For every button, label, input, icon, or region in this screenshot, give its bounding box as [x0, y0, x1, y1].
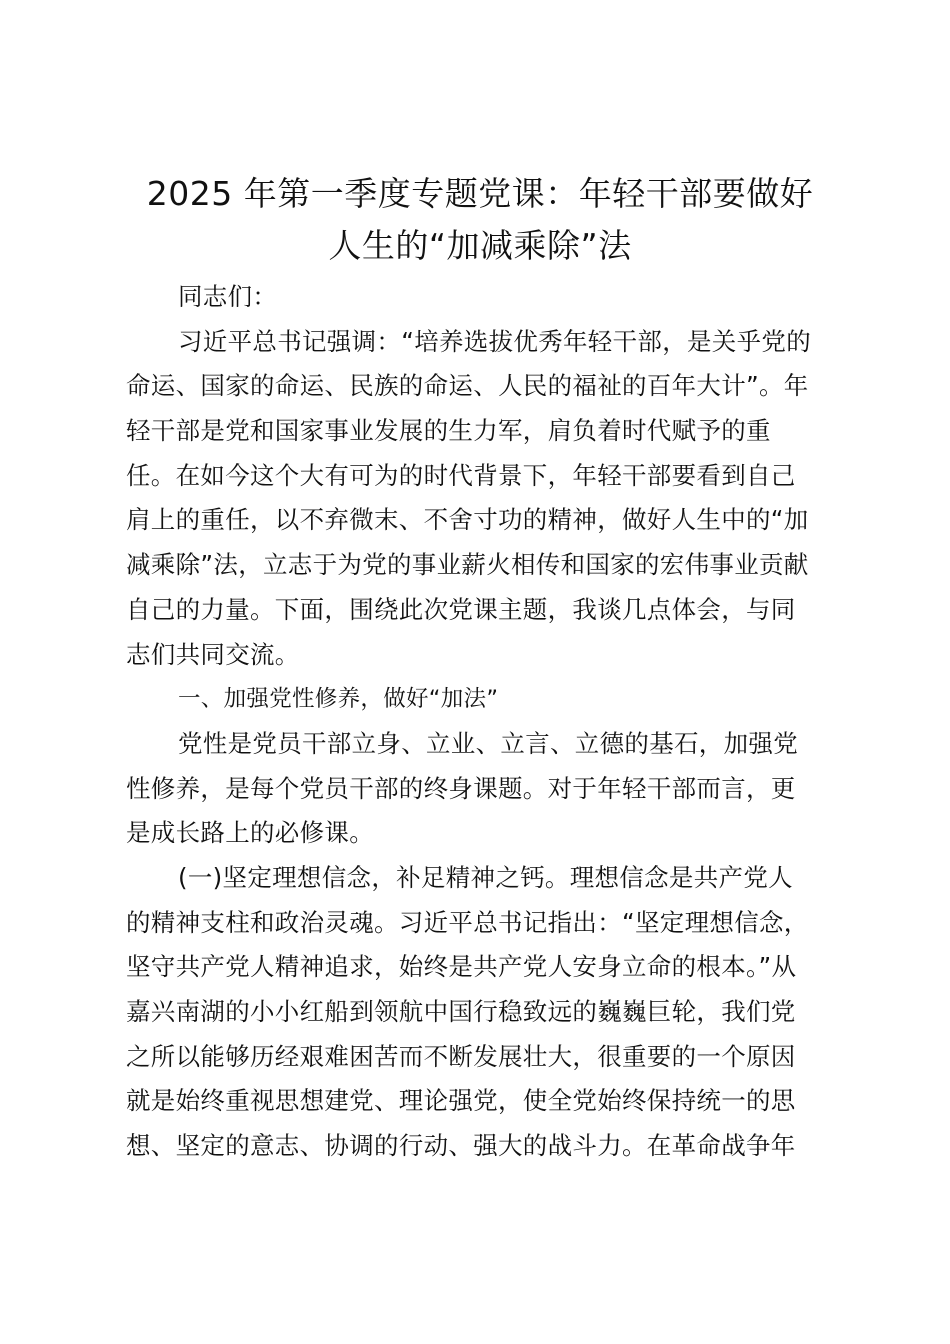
paragraph-line: 任。在如今这个大有可为的时代背景下，年轻干部要看到自己 [126, 460, 796, 490]
paragraph-line: 自己的力量。下面，围绕此次党课主题，我谈几点体会，与同 [126, 594, 796, 624]
section-heading: 一、加强党性修养，做好“加法” [178, 686, 499, 713]
paragraph-line: 肩上的重任，以不弃微末、不舍寸功的精神，做好人生中的“加 [126, 505, 809, 535]
title-line-2: 人生的“加减乘除”法 [328, 226, 632, 265]
paragraph-line: 性修养，是每个党员干部的终身课题。对于年轻干部而言，更 [126, 773, 796, 803]
paragraph-line: 坚守共产党人精神追求，始终是共产党人安身立命的根本。”从 [126, 952, 797, 982]
paragraph-line: 党性是党员干部立身、立业、立言、立德的基石，加强党 [178, 728, 798, 758]
paragraph-line: 是成长路上的必修课。 [126, 818, 374, 848]
paragraph-line: (一)坚定理想信念，补足精神之钙。理想信念是共产党人 [178, 862, 793, 892]
paragraph-line: 就是始终重视思想建党、理论强党，使全党始终保持统一的思 [126, 1086, 796, 1116]
paragraph-line: 想、坚定的意志、协调的行动、强大的战斗力。在革命战争年 [126, 1131, 796, 1161]
paragraph-line: 习近平总书记强调：“培养选拔优秀年轻干部，是关乎党的 [178, 326, 811, 356]
document-body [126, 275, 836, 1169]
document-title [120, 168, 840, 272]
paragraph-line: 之所以能够历经艰难困苦而不断发展壮大，很重要的一个原因 [126, 1041, 796, 1071]
paragraph-line: 命运、国家的命运、民族的命运、人民的福祉的百年大计”。年 [126, 371, 809, 401]
paragraph-line: 同志们： [178, 282, 278, 311]
title-line-1: 2025 年第一季度专题党课：年轻干部要做好 [146, 174, 814, 213]
paragraph-line: 嘉兴南湖的小小红船到领航中国行稳致远的巍巍巨轮，我们党 [126, 997, 796, 1026]
paragraph-line: 的精神支柱和政治灵魂。习近平总书记指出：“坚定理想信念， [126, 907, 809, 937]
paragraph-line: 志们共同交流。 [126, 639, 300, 669]
paragraph-line: 轻干部是党和国家事业发展的生力军，肩负着时代赋予的重 [126, 416, 771, 446]
paragraph-line: 减乘除”法，立志于为党的事业薪火相传和国家的宏伟事业贡献 [126, 550, 809, 580]
